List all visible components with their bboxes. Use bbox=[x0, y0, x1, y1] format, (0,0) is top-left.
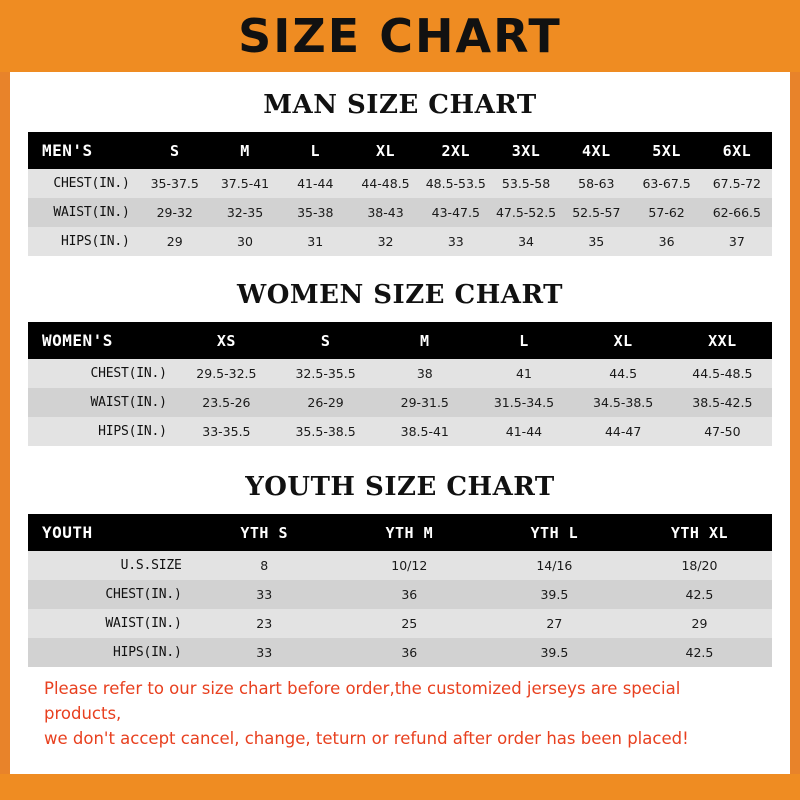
table-row bbox=[28, 169, 772, 198]
column-header: M bbox=[240, 141, 250, 160]
table-row bbox=[28, 198, 772, 227]
column-header: XS bbox=[216, 331, 236, 350]
column-header: S bbox=[169, 141, 180, 160]
cell: 36 bbox=[658, 234, 675, 249]
column-header: YTH L bbox=[530, 523, 579, 542]
content bbox=[10, 72, 790, 774]
cell: 23.5-26 bbox=[202, 395, 251, 410]
cell: 29-32 bbox=[156, 205, 193, 220]
column-header: M bbox=[420, 331, 430, 350]
column-header: YTH S bbox=[240, 523, 289, 542]
cell: 41-44 bbox=[505, 424, 543, 439]
cell: 37 bbox=[728, 234, 745, 249]
column-header: MEN'S bbox=[42, 141, 93, 160]
cell: 33-35.5 bbox=[202, 424, 251, 439]
table-header-row bbox=[28, 322, 772, 359]
cell: 41-44 bbox=[297, 176, 334, 191]
cell: 8 bbox=[260, 558, 269, 573]
cell: 44.5 bbox=[609, 366, 638, 381]
cell: 48.5-53.5 bbox=[425, 176, 486, 191]
cell: 29 bbox=[691, 616, 708, 631]
column-header: YOUTH bbox=[42, 523, 93, 542]
cell: 31.5-34.5 bbox=[493, 395, 555, 410]
cell: 44.5-48.5 bbox=[692, 366, 753, 381]
cell: 67.5-72 bbox=[712, 176, 761, 191]
cell: 47-50 bbox=[704, 424, 741, 439]
cell: 42.5 bbox=[685, 587, 714, 602]
cell: 38.5-41 bbox=[400, 424, 449, 439]
table-row bbox=[28, 609, 772, 638]
cell: 63-67.5 bbox=[642, 176, 691, 191]
cell: 27 bbox=[546, 616, 563, 631]
cell: 35 bbox=[588, 234, 605, 249]
column-header: 3XL bbox=[511, 141, 541, 160]
column-header: L bbox=[310, 141, 321, 160]
cell: 39.5 bbox=[540, 645, 569, 660]
cell: 41 bbox=[516, 366, 532, 381]
cell: 39.5 bbox=[540, 587, 569, 602]
cell: 34.5-38.5 bbox=[593, 395, 654, 410]
men-size-table bbox=[28, 132, 772, 256]
table-header-row bbox=[28, 132, 772, 169]
table-row bbox=[28, 638, 772, 667]
cell: 32.5-35.5 bbox=[295, 366, 356, 381]
cell: 18/20 bbox=[681, 558, 718, 573]
row-label: CHEST(IN.) bbox=[90, 366, 167, 381]
table-row bbox=[28, 227, 772, 256]
cell: 29 bbox=[166, 234, 183, 249]
column-header: XL bbox=[375, 141, 396, 160]
table-row bbox=[28, 388, 772, 417]
table-row bbox=[28, 551, 772, 580]
cell: 31 bbox=[307, 234, 324, 249]
cell: 44-48.5 bbox=[361, 176, 410, 191]
cell: 30 bbox=[237, 234, 253, 249]
row-label: HIPS(IN.) bbox=[113, 645, 182, 660]
cell: 44-47 bbox=[604, 424, 642, 439]
cell: 36 bbox=[401, 645, 418, 660]
cell: 57-62 bbox=[648, 205, 685, 220]
cell: 38-43 bbox=[367, 205, 404, 220]
column-header: L bbox=[519, 331, 529, 350]
cell: 35-38 bbox=[297, 205, 334, 220]
women-section-title: WOMEN SIZE CHART bbox=[237, 280, 563, 310]
cell: 38.5-42.5 bbox=[692, 395, 753, 410]
cell: 33 bbox=[256, 645, 273, 660]
cell: 25 bbox=[401, 616, 418, 631]
cell: 42.5 bbox=[685, 645, 714, 660]
youth-size-table bbox=[28, 514, 772, 667]
cell: 47.5-52.5 bbox=[495, 205, 557, 220]
cell: 29-31.5 bbox=[400, 395, 449, 410]
men-section-title: MAN SIZE CHART bbox=[263, 90, 537, 120]
notice-text bbox=[28, 667, 772, 763]
cell: 52.5-57 bbox=[572, 205, 621, 220]
column-header: 4XL bbox=[582, 141, 611, 160]
cell: 10/12 bbox=[391, 558, 428, 573]
cell: 37.5-41 bbox=[220, 176, 270, 191]
cell: 33 bbox=[256, 587, 273, 602]
column-header: 2XL bbox=[441, 141, 471, 160]
cell: 35.5-38.5 bbox=[295, 424, 356, 439]
row-label: U.S.SIZE bbox=[120, 558, 182, 573]
column-header: 6XL bbox=[722, 141, 752, 160]
column-header: YTH XL bbox=[670, 523, 729, 542]
cell: 32 bbox=[377, 234, 394, 249]
row-label: WAIST(IN.) bbox=[90, 395, 167, 410]
row-label: WAIST(IN.) bbox=[53, 205, 130, 220]
cell: 58-63 bbox=[578, 176, 615, 191]
cell: 23 bbox=[256, 616, 273, 631]
cell: 14/16 bbox=[536, 558, 573, 573]
row-label: WAIST(IN.) bbox=[105, 616, 182, 631]
cell: 29.5-32.5 bbox=[196, 366, 257, 381]
page-title: SIZE CHART bbox=[238, 9, 562, 63]
cell: 38 bbox=[416, 366, 433, 381]
table-row bbox=[28, 580, 772, 609]
column-header: XXL bbox=[708, 331, 737, 350]
cell: 43-47.5 bbox=[431, 205, 480, 220]
notice-line-1: Please refer to our size chart before order,the customized jerseys are special products, bbox=[44, 679, 681, 723]
footer-bar bbox=[0, 774, 800, 800]
cell: 33 bbox=[447, 234, 464, 249]
column-header: XL bbox=[613, 331, 633, 350]
cell: 62-66.5 bbox=[712, 205, 761, 220]
cell: 36 bbox=[401, 587, 418, 602]
column-header: YTH M bbox=[385, 523, 434, 542]
row-label: HIPS(IN.) bbox=[60, 234, 130, 249]
column-header: S bbox=[320, 331, 331, 350]
cell: 53.5-58 bbox=[501, 176, 551, 191]
cell: 26-29 bbox=[307, 395, 344, 410]
cell: 34 bbox=[518, 234, 534, 249]
table-row bbox=[28, 417, 772, 446]
table-header-row bbox=[28, 514, 772, 551]
column-header: WOMEN'S bbox=[42, 331, 113, 350]
table-row bbox=[28, 359, 772, 388]
column-header: 5XL bbox=[652, 141, 681, 160]
row-label: HIPS(IN.) bbox=[98, 424, 167, 439]
cell: 35-37.5 bbox=[150, 176, 199, 191]
banner bbox=[0, 0, 800, 72]
cell: 32-35 bbox=[226, 205, 264, 220]
youth-section-title: YOUTH SIZE CHART bbox=[245, 472, 555, 502]
row-label: CHEST(IN.) bbox=[105, 587, 182, 602]
women-size-table bbox=[28, 322, 772, 446]
notice-line-2: we don't accept cancel, change, teturn or refund after order has been placed! bbox=[44, 728, 689, 748]
row-label: CHEST(IN.) bbox=[53, 176, 130, 191]
